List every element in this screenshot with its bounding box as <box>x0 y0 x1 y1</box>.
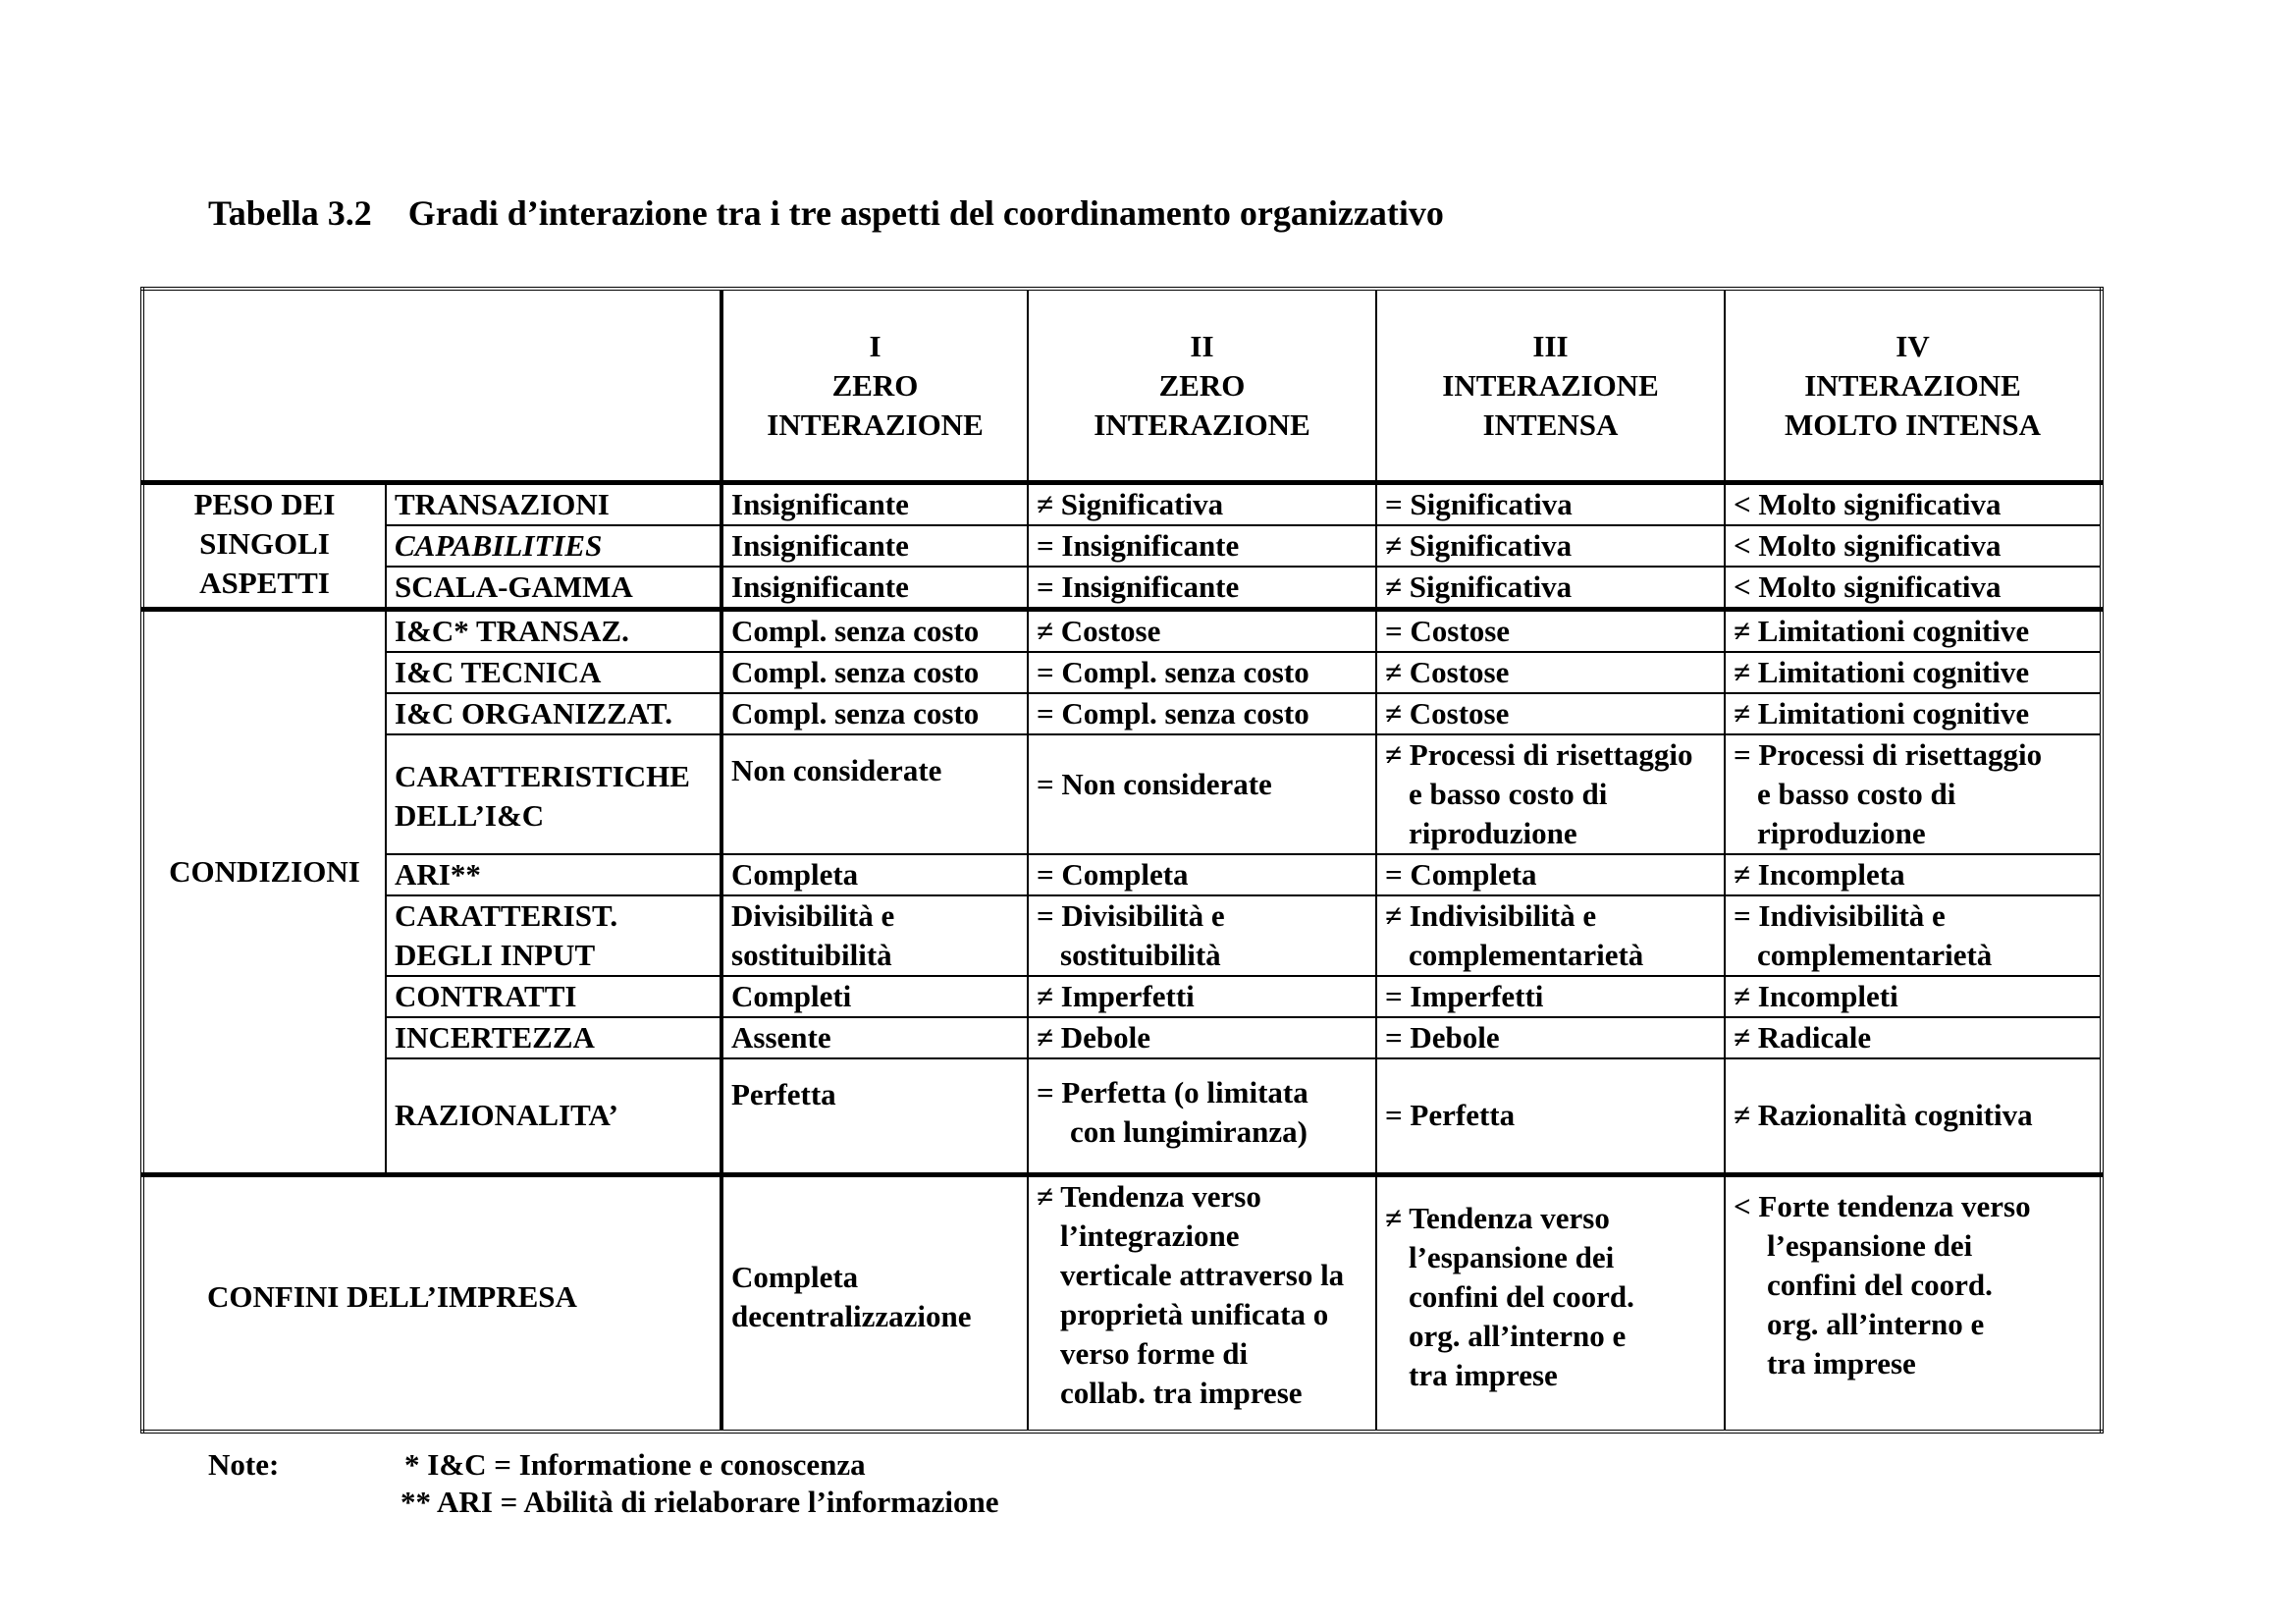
cell: = Imperfetti <box>1376 976 1725 1017</box>
cell: ≠ Limitationi cognitive <box>1725 693 2102 734</box>
header-col-2-line1: ZERO <box>1158 367 1246 403</box>
cell: Completi <box>721 976 1028 1017</box>
cell: ≠ Incompleti <box>1725 976 2102 1017</box>
group-peso <box>142 483 386 610</box>
cell: ≠ Significativa <box>1028 483 1376 526</box>
header-col-3 <box>1376 289 1725 483</box>
group-peso-line2: SINGOLI <box>199 526 330 561</box>
cell: = Perfetta <box>1376 1058 1725 1174</box>
cell: ≠ Razionalità cognitiva <box>1725 1058 2102 1174</box>
cell: < Molto significativa <box>1725 525 2102 567</box>
header-col-4 <box>1725 289 2102 483</box>
cell: Insignificante <box>721 525 1028 567</box>
table-row <box>142 895 2102 976</box>
note-1: * I&C = Informatione e conoscenza <box>404 1447 866 1482</box>
cell: < Molto significativa <box>1725 483 2102 526</box>
cell: Insignificante <box>721 483 1028 526</box>
header-col-4-numeral: IV <box>1896 328 1930 363</box>
cell: ≠ Costose <box>1376 652 1725 693</box>
table-row <box>142 525 2102 567</box>
row-label-line1: CARATTERIST. <box>395 898 618 933</box>
table-row <box>142 693 2102 734</box>
header-col-2-line2: INTERAZIONE <box>1094 406 1310 442</box>
table-caption: Gradi d’interazione tra i tre aspetti del coordinamento organizzativo <box>407 193 1444 233</box>
header-col-4-line1: INTERAZIONE <box>1804 367 2021 403</box>
table-row <box>142 1174 2102 1432</box>
row-label: SCALA-GAMMA <box>386 567 721 610</box>
interaction-table <box>140 287 2104 1434</box>
header-col-1-line1: ZERO <box>831 367 919 403</box>
table-row <box>142 734 2102 854</box>
table-header-row <box>142 289 2102 483</box>
cell: = Costose <box>1376 610 1725 653</box>
table-row <box>142 1058 2102 1174</box>
cell <box>1376 895 1725 976</box>
header-col-3-line2: INTENSA <box>1482 406 1619 442</box>
row-label: TRANSAZIONI <box>386 483 721 526</box>
cell: ≠ Costose <box>1376 693 1725 734</box>
cell: ≠ Debole <box>1028 1017 1376 1058</box>
cell: ≠ Limitationi cognitive <box>1725 610 2102 653</box>
cell-line: ≠ Indivisibilità e <box>1385 898 1597 933</box>
cell-line: riproduzione <box>1757 816 1926 850</box>
cell-line: l’integrazione <box>1060 1218 1240 1253</box>
row-label <box>386 734 721 854</box>
cell: Compl. senza costo <box>721 610 1028 653</box>
cell: = Compl. senza costo <box>1028 652 1376 693</box>
cell: ≠ Limitationi cognitive <box>1725 652 2102 693</box>
cell <box>1725 895 2102 976</box>
cell-line: confini del coord. <box>1767 1267 1993 1302</box>
cell: = Insignificante <box>1028 525 1376 567</box>
cell: Perfetta <box>721 1058 1028 1174</box>
cell <box>1725 734 2102 854</box>
cell-line: decentralizzazione <box>731 1299 972 1334</box>
cell: ≠ Radicale <box>1725 1017 2102 1058</box>
cell-line: = Perfetta (o limitata <box>1037 1075 1308 1110</box>
table-row <box>142 652 2102 693</box>
cell: = Debole <box>1376 1017 1725 1058</box>
cell-line: e basso costo di <box>1409 777 1608 811</box>
cell-line: l’espansione dei <box>1409 1239 1615 1274</box>
header-col-1-numeral: I <box>869 328 881 363</box>
cell-line: l’espansione dei <box>1767 1227 1973 1263</box>
cell: ≠ Significativa <box>1376 525 1725 567</box>
row-label: INCERTEZZA <box>386 1017 721 1058</box>
cell-line: sostituibilità <box>1060 938 1221 972</box>
cell: = Completa <box>1028 854 1376 895</box>
cell-line: confini del coord. <box>1409 1278 1634 1314</box>
cell: Insignificante <box>721 567 1028 610</box>
header-col-1 <box>721 289 1028 483</box>
table-title <box>208 192 1444 234</box>
note-2: ** ARI = Abilità di rielaborare l’informazione <box>400 1485 999 1519</box>
cell-line: = Indivisibilità e <box>1734 898 1946 933</box>
cell: ≠ Incompleta <box>1725 854 2102 895</box>
cell <box>1376 1174 1725 1432</box>
cell-line: riproduzione <box>1409 816 1577 850</box>
row-label-line2: DEGLI INPUT <box>395 938 596 972</box>
cell: < Molto significativa <box>1725 567 2102 610</box>
table-row <box>142 483 2102 526</box>
cell-line: ≠ Processi di risettaggio <box>1385 737 1693 772</box>
cell <box>1725 1174 2102 1432</box>
table-row <box>142 610 2102 653</box>
row-label: I&C ORGANIZZAT. <box>386 693 721 734</box>
table-row <box>142 854 2102 895</box>
cell: Completa <box>721 854 1028 895</box>
table-row <box>142 976 2102 1017</box>
cell-line: con lungimiranza) <box>1070 1114 1308 1149</box>
cell <box>721 1174 1028 1432</box>
cell-line: verticale attraverso la <box>1060 1257 1345 1292</box>
cell <box>1028 1174 1376 1432</box>
header-col-3-line1: INTERAZIONE <box>1442 367 1659 403</box>
cell-line: complementarietà <box>1409 938 1644 972</box>
row-label: I&C TECNICA <box>386 652 721 693</box>
cell-line: = Divisibilità e <box>1037 898 1225 933</box>
cell-line: complementarietà <box>1757 938 1993 972</box>
cell-line: proprietà unificata o <box>1060 1296 1329 1331</box>
row-label: CAPABILITIES <box>386 525 721 567</box>
cell: Compl. senza costo <box>721 693 1028 734</box>
cell: Assente <box>721 1017 1028 1058</box>
cell-line: < Forte tendenza verso <box>1734 1188 2031 1223</box>
cell <box>1376 734 1725 854</box>
table-number: Tabella 3.2 <box>208 193 372 233</box>
header-col-1-line2: INTERAZIONE <box>767 406 984 442</box>
header-col-4-line2: MOLTO INTENSA <box>1784 406 2041 442</box>
cell-line: = Processi di risettaggio <box>1734 737 2043 772</box>
cell: = Completa <box>1376 854 1725 895</box>
row-label: RAZIONALITA’ <box>386 1058 721 1174</box>
cell-line: collab. tra imprese <box>1060 1375 1303 1410</box>
cell-line: verso forme di <box>1060 1335 1249 1371</box>
cell-line: org. all’interno e <box>1767 1306 1985 1341</box>
cell-line: ≠ Tendenza verso <box>1037 1178 1261 1214</box>
cell: = Insignificante <box>1028 567 1376 610</box>
table-row <box>142 1017 2102 1058</box>
cell: Non considerate <box>721 734 1028 854</box>
cell: ≠ Imperfetti <box>1028 976 1376 1017</box>
header-empty-cell <box>142 289 721 483</box>
group-confini: CONFINI DELL’IMPRESA <box>142 1174 721 1432</box>
group-peso-line3: ASPETTI <box>199 566 330 600</box>
cell-line: tra imprese <box>1767 1345 1916 1380</box>
cell-line: tra imprese <box>1409 1357 1558 1392</box>
cell: = Compl. senza costo <box>1028 693 1376 734</box>
table-row <box>142 567 2102 610</box>
cell <box>1028 895 1376 976</box>
cell-line: org. all’interno e <box>1409 1318 1627 1353</box>
cell: Compl. senza costo <box>721 652 1028 693</box>
cell <box>1028 1058 1376 1174</box>
cell: = Non considerate <box>1028 734 1376 854</box>
notes-label: Note: <box>208 1447 280 1482</box>
header-col-2-numeral: II <box>1190 328 1214 363</box>
cell-line: e basso costo di <box>1757 777 1956 811</box>
group-condizioni: CONDIZIONI <box>142 610 386 1175</box>
cell-line: sostituibilità <box>731 938 892 972</box>
row-label: ARI** <box>386 854 721 895</box>
row-label: I&C* TRANSAZ. <box>386 610 721 653</box>
row-label <box>386 895 721 976</box>
cell: ≠ Significativa <box>1376 567 1725 610</box>
header-col-3-numeral: III <box>1532 328 1569 363</box>
row-label-line2: DELL’I&C <box>395 798 545 833</box>
cell-line: ≠ Tendenza verso <box>1385 1200 1610 1235</box>
row-label: CONTRATTI <box>386 976 721 1017</box>
cell <box>721 895 1028 976</box>
header-col-2 <box>1028 289 1376 483</box>
cell-line: Divisibilità e <box>731 898 895 933</box>
cell-line: Completa <box>731 1260 859 1295</box>
row-label-line1: CARATTERISTICHE <box>395 759 690 793</box>
group-peso-line1: PESO DEI <box>193 487 336 521</box>
cell: ≠ Costose <box>1028 610 1376 653</box>
cell: = Significativa <box>1376 483 1725 526</box>
